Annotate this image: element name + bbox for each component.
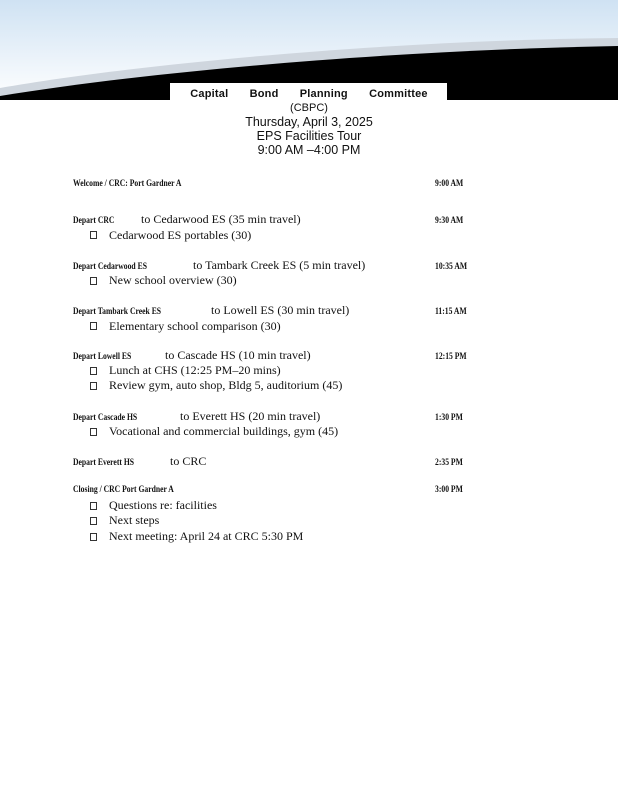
bullet-icon [90,277,97,285]
event-name: EPS Facilities Tour [256,129,362,143]
bullet-icon [90,517,97,525]
bullet-icon [90,322,97,330]
agenda-location: Depart Cedarwood ES [73,261,147,271]
agenda-destination: to Cedarwood ES (35 min travel) [141,212,301,226]
agenda-destination: to Cascade HS (10 min travel) [165,348,311,362]
agenda-location: Depart Everett HS [73,457,135,467]
agenda-subitem: Lunch at CHS (12:25 PM–20 mins) [109,363,281,377]
agenda-subitem: Cedarwood ES portables (30) [109,228,252,242]
agenda-location: Depart Cascade HS [73,412,138,422]
bullet-icon [90,367,97,375]
agenda-destination: to Tambark Creek ES (5 min travel) [193,258,366,272]
agenda-time: 10:35 AM [435,261,468,271]
event-hours: 9:00 AM –4:00 PM [257,143,361,157]
agenda-time: 12:15 PM [435,351,467,361]
agenda-destination: to Everett HS (20 min travel) [180,409,321,423]
agenda-location: Depart CRC [73,215,115,225]
agenda-location: Welcome / CRC: Port Gardner A [73,178,182,188]
agenda-subitem: Next meeting: April 24 at CRC 5:30 PM [109,529,304,543]
agenda-location: Depart Tambark Creek ES [73,306,162,316]
agenda-subitem: Elementary school comparison (30) [109,319,281,333]
agenda-location: Closing / CRC Port Gardner A [73,484,174,494]
agenda-subitem: Vocational and commercial buildings, gym (45) [109,424,339,438]
meeting-date: Thursday, April 3, 2025 [245,115,373,129]
agenda-subitem: Review gym, auto shop, Bldg 5, auditorium (45) [109,378,343,392]
agenda-time: 2:35 PM [435,457,463,467]
bullet-icon [90,428,97,436]
agenda-subitem: Next steps [109,513,160,527]
agenda-destination: to CRC [170,454,207,468]
agenda-subitem: Questions re: facilities [109,498,217,512]
agenda-subitem: New school overview (30) [109,273,237,287]
agenda-location: Depart Lowell ES [73,351,132,361]
committee-title: Capital Bond Planning Committee [190,88,428,100]
committee-abbrev: (CBPC) [290,102,328,114]
agenda-destination: to Lowell ES (30 min travel) [211,303,350,317]
agenda-time: 9:30 AM [435,215,464,225]
bullet-icon [90,502,97,510]
bullet-icon [90,231,97,239]
agenda-time: 11:15 AM [435,306,467,316]
agenda-time: 3:00 PM [435,484,463,494]
bullet-icon [90,382,97,390]
agenda-time: 1:30 PM [435,412,463,422]
agenda-time: 9:00 AM [435,178,464,188]
bullet-icon [90,533,97,541]
